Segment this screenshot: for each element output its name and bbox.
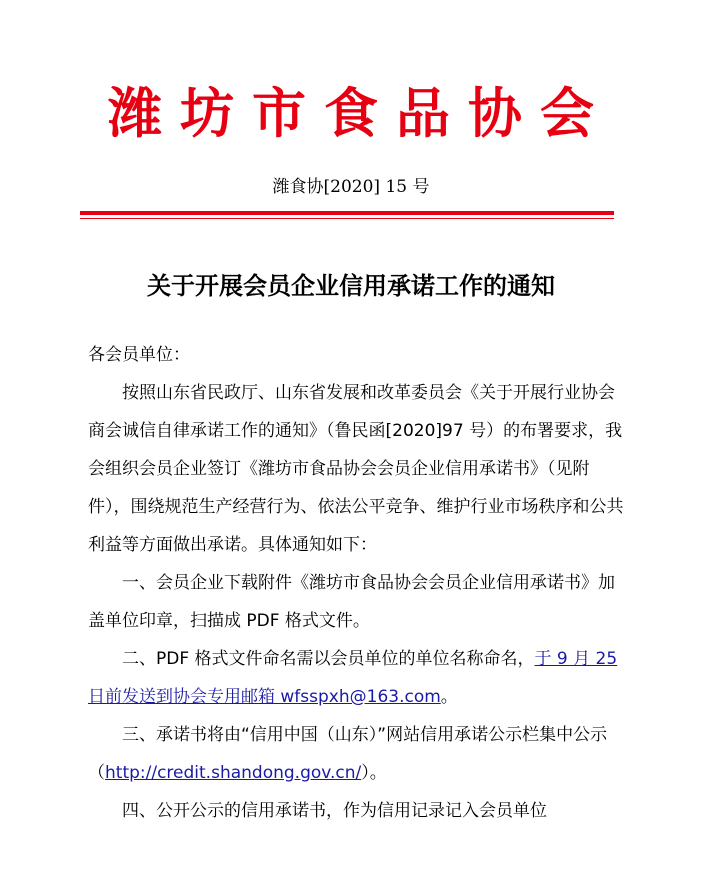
item-1: 一、会员企业下载附件《潍坊市食品协会会员企业信用承诺书》加盖单位印章，扫描成 PDF 格式文件。 bbox=[88, 573, 615, 631]
red-divider-thick bbox=[80, 211, 614, 215]
notice-title: 关于开展会员企业信用承诺工作的通知 bbox=[147, 271, 555, 300]
item-3-end: ）。 bbox=[361, 763, 387, 783]
item-3 bbox=[88, 716, 628, 792]
notice-body bbox=[88, 336, 628, 830]
organization-name: 潍坊市食品协会 bbox=[108, 81, 612, 145]
item-4: 四、公开公示的信用承诺书，作为信用记录记入会员单位 bbox=[122, 801, 547, 821]
credit-website-link[interactable]: http://credit.shandong.gov.cn/ bbox=[105, 763, 362, 783]
email-link[interactable]: 于 9 月 25 日前发送到协会专用邮箱 wfsspxh@163.com bbox=[88, 649, 618, 707]
item-3-text: 三、承诺书将由“信用中国（山东）”网站信用承诺公示栏集中公示（ bbox=[88, 725, 608, 783]
red-divider-thin bbox=[80, 218, 614, 219]
item-2 bbox=[88, 640, 628, 716]
item-2-text: 二、PDF 格式文件命名需以会员单位的单位名称命名， bbox=[122, 649, 535, 669]
salutation: 各会员单位： bbox=[88, 345, 190, 365]
paragraph-intro: 按照山东省民政厅、山东省发展和改革委员会《关于开展行业协会商会诚信自律承诺工作的通知》（鲁民函[2020]97 号）的布署要求，我会组织会员企业签订《潍坊市食品协会会员企业信用承诺书》（见附件），围绕规范生产经营行为、依法公平竞争、维护行业市场秩序和公共利益等方面做出承诺。具体通知如下： bbox=[88, 383, 624, 555]
document-number: 潍食协[2020] 15 号 bbox=[272, 177, 430, 197]
item-2-end: 。 bbox=[440, 687, 458, 707]
